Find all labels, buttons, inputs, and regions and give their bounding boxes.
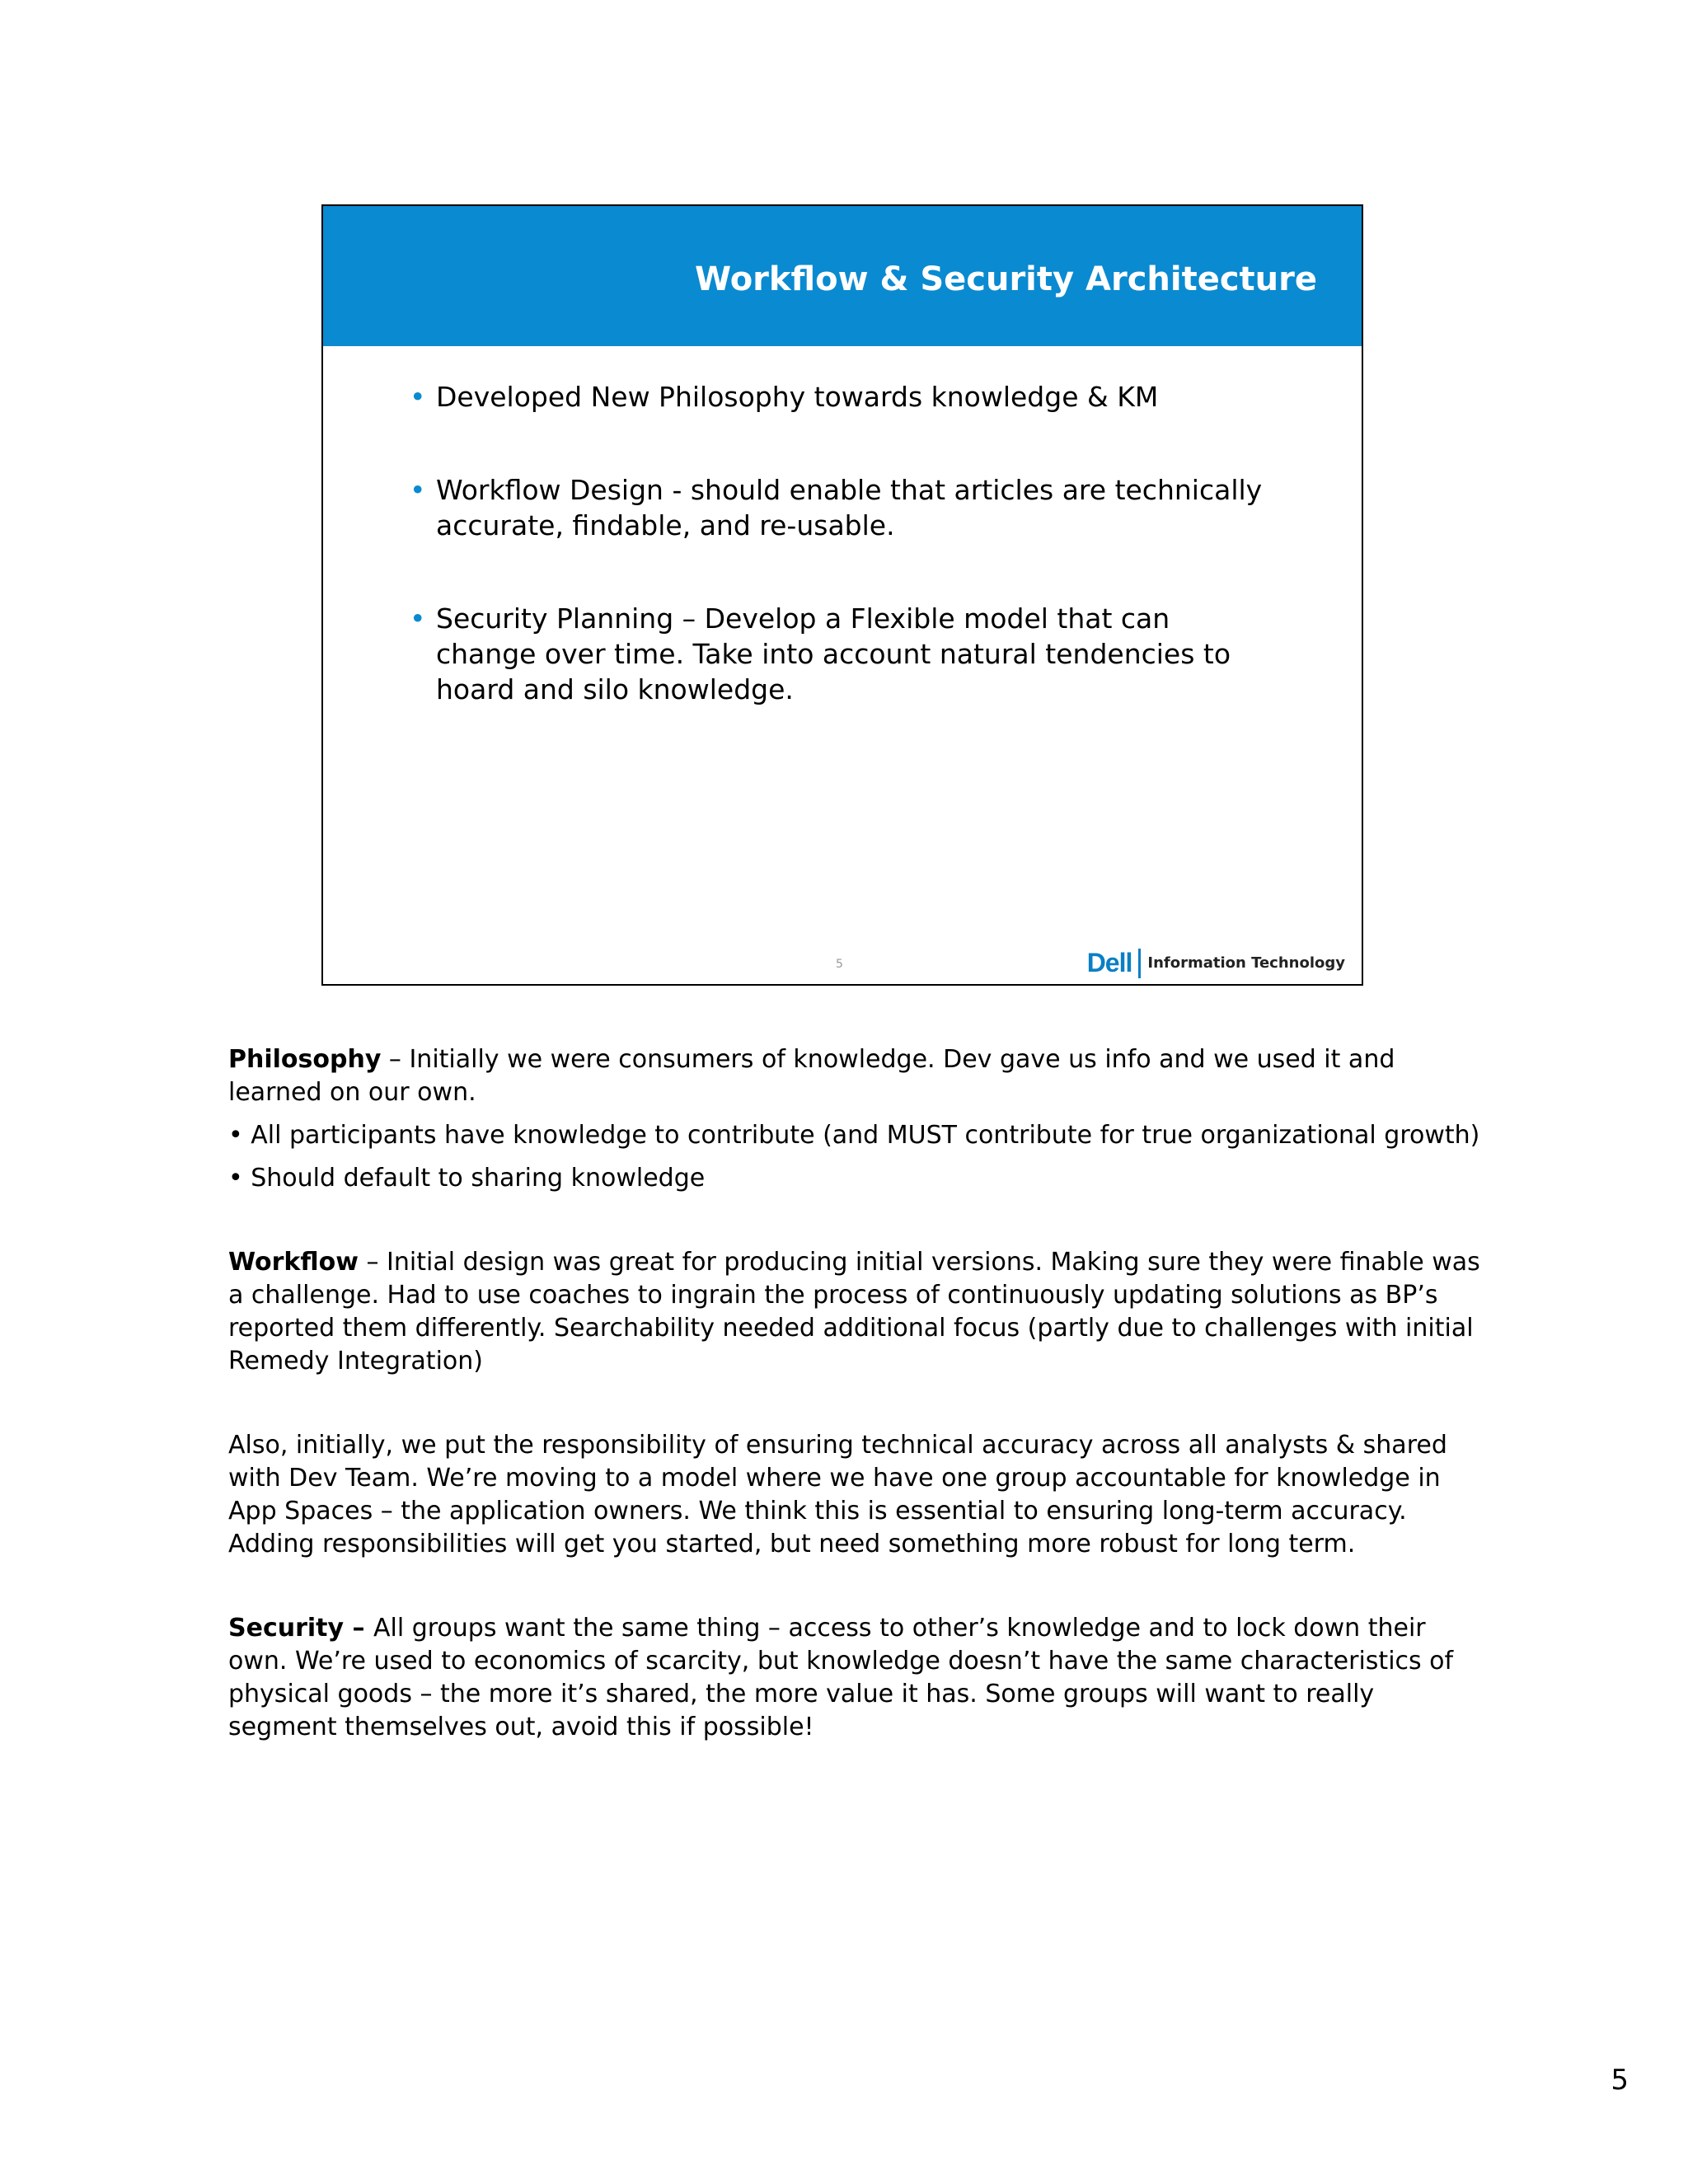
note-point: • Should default to sharing knowledge: [228, 1164, 706, 1193]
bullet-dot-icon: •: [410, 381, 426, 413]
slide-footer-brand: [1087, 948, 1345, 978]
note-text-security: All groups want the same thing – access to other’s knowledge and to lock down their own. We’re used to economics of scarcity, but knowledge doesn’t have the same characteristics of physical goods – the more it’s shared, the more value it has. Some groups will want to really segment themselves out, avoid this if possible!: [228, 1614, 1454, 1741]
bullet-dot-icon: •: [410, 474, 426, 506]
slide-page-number: 5: [836, 958, 843, 971]
speaker-notes: [228, 1043, 1481, 1744]
page-number: 5: [1611, 2064, 1629, 2097]
note-point: • All participants have knowledge to contribute (and MUST contribute for true organizational growth): [228, 1121, 1480, 1150]
slide-bullet-list: [410, 379, 1275, 765]
slide-bullet: [410, 472, 1275, 543]
slide-bullet-text: Workflow Design - should enable that articles are technically accurate, findable, and re-usable.: [436, 474, 1263, 541]
slide-bullet-text: Developed New Philosophy towards knowledge & KM: [436, 381, 1159, 413]
note-also: Also, initially, we put the responsibility of ensuring technical accuracy across all analysts & shared with Dev Team. We’re moving to a model where we have one group accountable for knowledge in App Spaces – the application owners. We think this is essential to ensuring long-term accuracy. Adding responsibilities will get you started, but need something more robust for long term.: [228, 1431, 1447, 1558]
note-lead-philosophy: Philosophy: [228, 1045, 382, 1074]
slide-title: Workflow & Security Architecture: [695, 260, 1317, 298]
slide-bullet: [410, 379, 1275, 415]
dell-logo: Dell: [1086, 948, 1132, 977]
note-lead-security: Security –: [228, 1614, 373, 1643]
bullet-dot-icon: •: [410, 602, 426, 635]
note-text-workflow: – Initial design was great for producing initial versions. Making sure they were finable was a challenge. Had to use coaches to ingrain the process of continuously updating solutions as BP’s reported them differently. Searchability needed additional focus (partly due to challenges with initial Remedy Integration): [228, 1248, 1480, 1376]
slide-bullet-text: Security Planning – Develop a Flexible model that can change over time. Take into account natural tendencies to hoard and silo knowledge.: [436, 602, 1231, 705]
slide-bullet: [410, 601, 1275, 707]
slide-header-band: [323, 206, 1362, 346]
note-philosophy: [228, 1043, 1481, 1109]
slide-thumbnail: [321, 204, 1363, 986]
note-lead-workflow: Workflow: [228, 1248, 359, 1277]
note-text-philosophy: – Initially we were consumers of knowledge. Dev gave us info and we used it and learned on our own.: [228, 1045, 1395, 1107]
brand-label: Information Technology: [1147, 954, 1345, 972]
note-security: [228, 1612, 1481, 1744]
logo-divider: [1138, 949, 1141, 978]
note-workflow: [228, 1246, 1481, 1378]
